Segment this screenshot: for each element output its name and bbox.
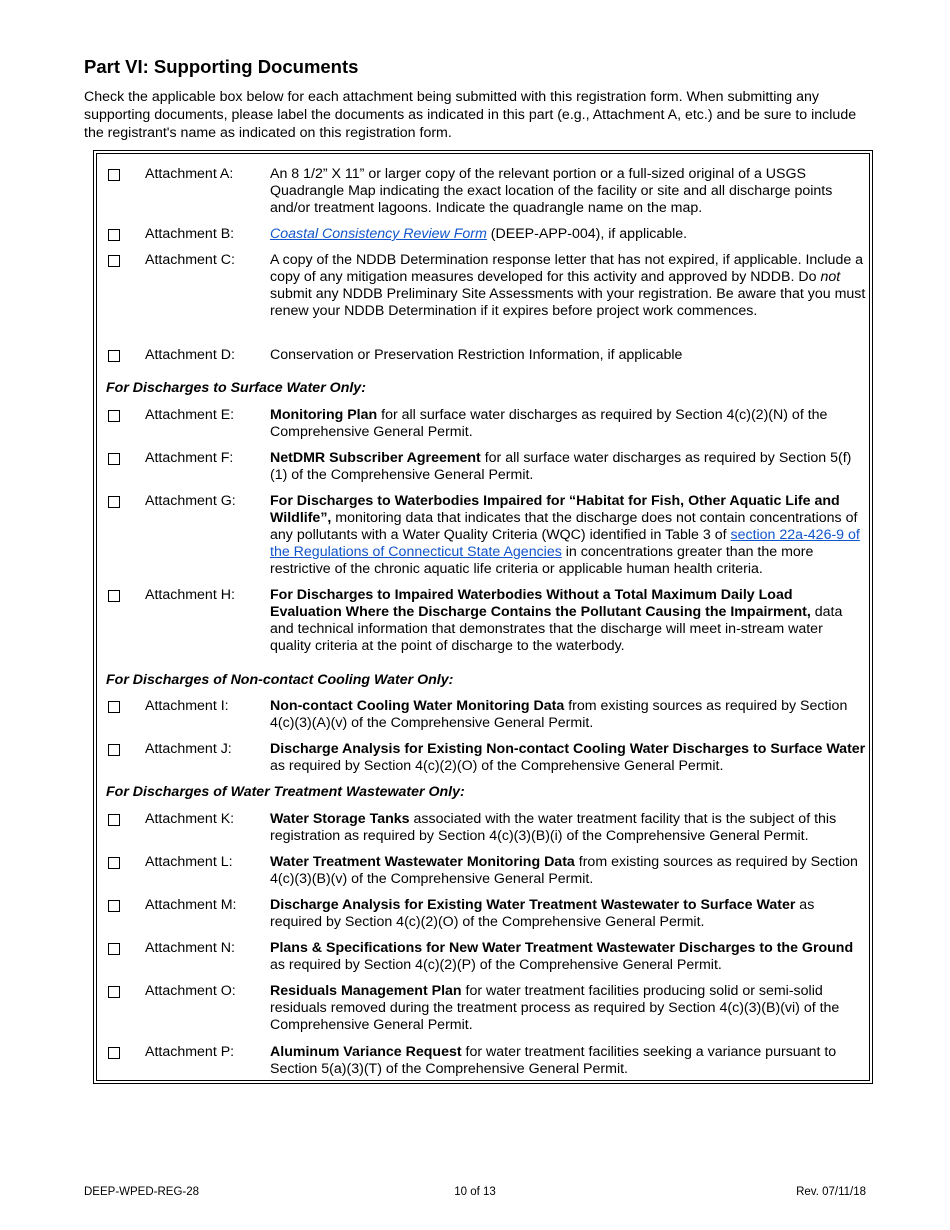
attachment-i-label: Attachment I: <box>145 698 229 714</box>
attachment-f-label: Attachment F: <box>145 450 234 466</box>
attachment-g-label: Attachment G: <box>145 493 236 509</box>
attachment-m-checkbox[interactable] <box>108 900 120 912</box>
attachment-l-checkbox[interactable] <box>108 857 120 869</box>
attachment-n-checkbox[interactable] <box>108 943 120 955</box>
attachment-p-text: Aluminum Variance Request for water treatment facilities seeking a variance pursuant to Section 5(a)(3)(T) of the Comprehensive General Permit. <box>270 1044 837 1077</box>
attachment-n-label: Attachment N: <box>145 940 235 956</box>
regulations-link[interactable]: section 22a-426-9 of the Regulations of Connecticut State Agencies <box>270 527 860 560</box>
attachment-f-checkbox[interactable] <box>108 453 120 465</box>
attachment-b-checkbox[interactable] <box>108 229 120 241</box>
attachment-c-text: A copy of the NDDB Determination response letter that has not expired, if applicable. Include a copy of any mitigation measures developed for this activity and approved by NDDB. Do not submit any NDDB Preliminary Site Assessments with your registration. Be aware that you must renew your NDDB Determination if it expires before project work commences. <box>270 252 866 319</box>
attachment-i-text: Non-contact Cooling Water Monitoring Data from existing sources as required by Section 4(c)(3)(A)(v) of the Comprehensive General Permit. <box>270 698 848 731</box>
attachment-f-text: NetDMR Subscriber Agreement for all surface water discharges as required by Section 5(f)(1) of the Comprehensive General Permit. <box>270 450 852 483</box>
attachment-k-text: Water Storage Tanks associated with the water treatment facility that is the subject of this registration as required by Section 4(c)(3)(B)(i) of the Comprehensive General Permit. <box>270 811 837 844</box>
section-heading-treatment: For Discharges of Water Treatment Wastewater Only: <box>106 784 465 800</box>
attachment-e-text: Monitoring Plan for all surface water discharges as required by Section 4(c)(2)(N) of the Comprehensive General Permit. <box>270 407 828 440</box>
attachment-h-label: Attachment H: <box>145 587 235 603</box>
attachment-l-label: Attachment L: <box>145 854 233 870</box>
attachment-a-text: An 8 1/2” X 11” or larger copy of the relevant portion or a full-sized original of a USGS Quadrangle Map indicating the exact location of the facility or site and all discharge points and/or treatment lagoons. Indicate the quadrangle name on the map. <box>270 166 833 216</box>
attachment-p-label: Attachment P: <box>145 1044 235 1060</box>
attachment-c-checkbox[interactable] <box>108 255 120 267</box>
attachment-a-label: Attachment A: <box>145 166 234 182</box>
page-title: Part VI: Supporting Documents <box>84 56 359 77</box>
footer-revision: Rev. 07/11/18 <box>796 1186 866 1198</box>
attachment-g-checkbox[interactable] <box>108 496 120 508</box>
coastal-consistency-link[interactable]: Coastal Consistency Review Form <box>270 226 487 242</box>
attachment-d-checkbox[interactable] <box>108 350 120 362</box>
attachment-h-text: For Discharges to Impaired Waterbodies Without a Total Maximum Daily Load Evaluation Where the Discharge Contains the Pollutant Causing the Impairment, data and technical information that demonstrates that the discharge will meet in-stream water quality criteria at the point of discharge to the waterbody. <box>270 587 843 654</box>
attachment-n-text: Plans & Specifications for New Water Treatment Wastewater Discharges to the Ground as required by Section 4(c)(2)(P) of the Comprehensive General Permit. <box>270 940 854 973</box>
attachment-b-label: Attachment B: <box>145 226 235 242</box>
attachment-o-text: Residuals Management Plan for water treatment facilities producing solid or semi-solid residuals removed during the treatment process as required by Section 4(c)(3)(B)(vi) of the Comprehensive General Permit. <box>270 983 840 1033</box>
attachment-e-label: Attachment E: <box>145 407 235 423</box>
attachment-k-label: Attachment K: <box>145 811 235 827</box>
footer-page-number: 10 of 13 <box>454 1186 496 1198</box>
section-heading-surface: For Discharges to Surface Water Only: <box>106 380 366 396</box>
attachment-m-text: Discharge Analysis for Existing Water Treatment Wastewater to Surface Water as required by Section 4(c)(2)(O) of the Comprehensive General Permit. <box>270 897 815 930</box>
attachment-h-checkbox[interactable] <box>108 590 120 602</box>
footer-form-id: DEEP-WPED-REG-28 <box>84 1186 200 1198</box>
attachments-box <box>93 150 873 1084</box>
attachment-p-checkbox[interactable] <box>108 1047 120 1059</box>
attachment-d-text: Conservation or Preservation Restriction Information, if applicable <box>270 347 683 363</box>
attachment-j-text: Discharge Analysis for Existing Non-contact Cooling Water Discharges to Surface Water as required by Section 4(c)(2)(O) of the Comprehensive General Permit. <box>270 741 866 774</box>
attachment-e-checkbox[interactable] <box>108 410 120 422</box>
intro-paragraph: Check the applicable box below for each attachment being submitted with this registration form. When submitting any supporting documents, please label the documents as indicated in this part (e.g., Attachment A, etc.) and be sure to include the registrant's name as indicated on this registration form. <box>84 89 857 141</box>
attachment-a-checkbox[interactable] <box>108 169 120 181</box>
attachment-d-label: Attachment D: <box>145 347 235 363</box>
attachment-j-label: Attachment J: <box>145 741 232 757</box>
attachment-m-label: Attachment M: <box>145 897 237 913</box>
attachment-o-checkbox[interactable] <box>108 986 120 998</box>
section-heading-cooling: For Discharges of Non-contact Cooling Water Only: <box>106 672 454 688</box>
attachment-g-text: For Discharges to Waterbodies Impaired for “Habitat for Fish, Other Aquatic Life and Wildlife”, monitoring data that indicates that the discharge does not contain concentrations of any pollutants with a Water Quality Criteria (WQC) identified in Table 3 of section 22a-426-9 of the Regulations of Connecticut State Agencies in concentrations greater than the more restrictive of the chronic aquatic life criteria or applicable human health criteria. <box>270 493 860 577</box>
attachment-c-label: Attachment C: <box>145 252 235 268</box>
attachment-i-checkbox[interactable] <box>108 701 120 713</box>
attachment-j-checkbox[interactable] <box>108 744 120 756</box>
attachment-b-text: Coastal Consistency Review Form (DEEP-APP-004), if applicable. <box>270 226 688 242</box>
attachment-k-checkbox[interactable] <box>108 814 120 826</box>
attachment-o-label: Attachment O: <box>145 983 236 999</box>
attachment-l-text: Water Treatment Wastewater Monitoring Data from existing sources as required by Section 4(c)(3)(B)(v) of the Comprehensive General Permit. <box>270 854 858 887</box>
